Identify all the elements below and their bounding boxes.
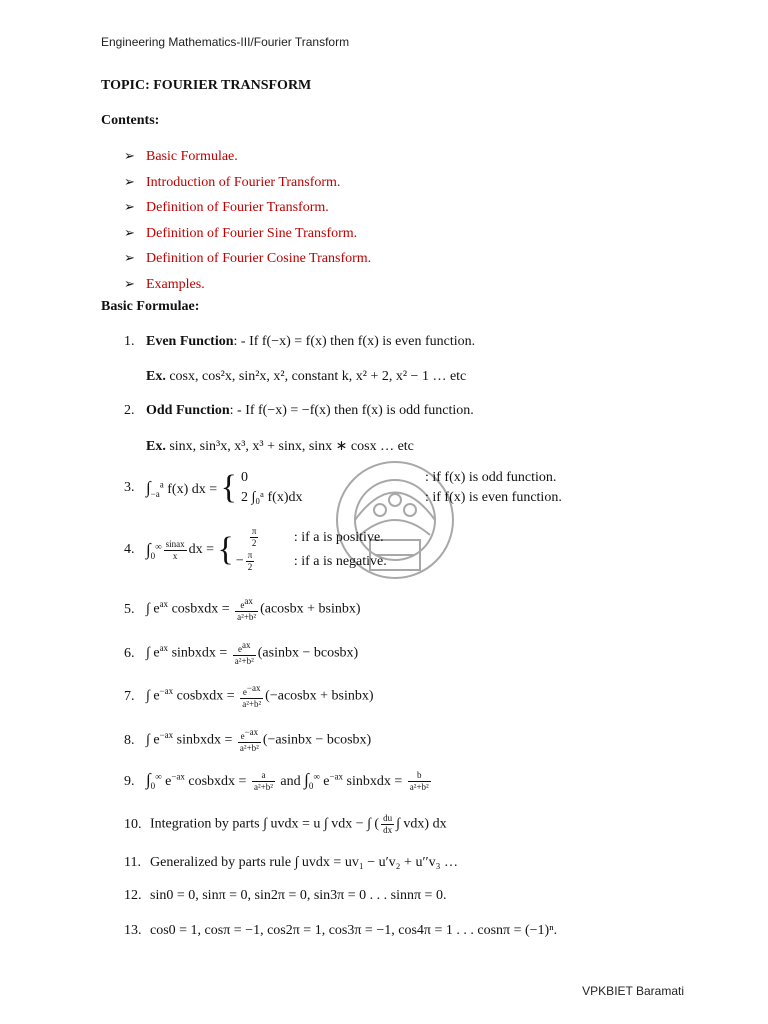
topic-title: TOPIC: FOURIER TRANSFORM <box>101 78 312 93</box>
arrow-bullet-icon: ➢ <box>124 173 135 189</box>
formula-8: 8. ∫ $e^{-ax}$ sinbxdx = $\frac{e^{-ax}}{\text{a²+b²}}$ (−asinbx − bcosbx) <box>124 727 372 753</box>
formula-2-example: Ex. sinx, sin³x, x³, x³ + sinx, sinx ∗ cosx … etc <box>146 439 414 454</box>
arrow-bullet-icon: ➢ <box>124 148 135 163</box>
formula-12: 12. sin0 = 0, sinπ = 0, sin2π = 0, sin3π = 0 . . . sinnπ = 0. <box>124 888 447 903</box>
list-item: ➢ Definition of Fourier Transform. <box>124 199 329 215</box>
formula-7: 7. ∫ $e^{-ax}$ cosbxdx = $\frac{e^{-ax}}{\text{a²+b²}}$ (−acosbx + bsinbx) <box>124 683 374 709</box>
formula-5: 5. ∫ $e^{ax}$ cosbxdx = $\frac{e^{ax}}{\text{a²+b²}}$ (acosbx + bsinbx) <box>124 596 361 622</box>
arrow-bullet-icon: ➢ <box>124 224 135 240</box>
formula-6: 6. ∫ $e^{ax}$ sinbxdx = $\frac{e^{ax}}{\text{a²+b²}}$ (asinbx − bcosbx) <box>124 640 359 666</box>
formula-4: 4. $\int_0^\infty$ $\frac{\text{sinax}}{x}$ dx = { $\frac{\pi}{2}$ : if a is positive. − $\frac{\pi}{2}$ : if a is negative. <box>124 526 387 572</box>
basic-formulae-heading: Basic Formulae: <box>101 299 200 314</box>
formula-1-example: Ex. cosx, cos²x, sin²x, x², constant k, x² + 2, x² − 1 … etc <box>146 369 467 384</box>
page-header: Engineering Mathematics-III/Fourier Transform <box>101 35 350 49</box>
formula-3: 3. $\int_{-a}^a$ f(x) dx = { 0 : if f(x) is odd function. 2 ∫₀ᵃ f(x)dx : if f(x) is even function. <box>124 469 562 506</box>
arrow-bullet-icon: ➢ <box>124 199 135 214</box>
list-item: ➢ Examples. <box>124 275 205 292</box>
contents-heading: Contents: <box>101 113 160 128</box>
list-item: ➢ Definition of Fourier Cosine Transform. <box>124 250 372 266</box>
formula-10: 10. Integration by parts ∫ uvdx = u ∫ vdx − ∫ ( $\frac{du}{dx}$ ∫ vdx) dx <box>124 813 447 835</box>
list-item: ➢ Basic Formulae. <box>124 148 238 164</box>
formula-2: 2. Odd Function: - If f(−x) = −f(x) then f(x) is odd function. <box>124 403 474 418</box>
contents-list <box>124 146 371 299</box>
formula-9: 9. $\int_0^\infty$ $e^{-ax}$ cosbxdx = $\frac{a}{\text{a²+b²}}$ and $\int_0^\infty$ $e^{-ax}$ sinbxdx = $\frac{b}{\text{a²+b²}}$ <box>124 770 429 793</box>
formula-11: 11. Generalized by parts rule ∫ uvdx = uv₁ − u′v₂ + u′′v₃ … <box>124 855 458 870</box>
list-item: ➢ Introduction of Fourier Transform. <box>124 173 341 190</box>
formula-1: 1. Even Function: - If f(−x) = f(x) then f(x) is even function. <box>124 334 476 349</box>
page-footer: VPKBIET Baramati <box>582 984 684 998</box>
list-item: ➢ Definition of Fourier Sine Transform. <box>124 224 358 241</box>
formula-13: 13. cos0 = 1, cosπ = −1, cos2π = 1, cos3π = −1, cos4π = 1 . . . cosnπ = (−1)ⁿ. <box>124 923 558 938</box>
arrow-bullet-icon: ➢ <box>124 250 135 265</box>
arrow-bullet-icon: ➢ <box>124 275 135 291</box>
